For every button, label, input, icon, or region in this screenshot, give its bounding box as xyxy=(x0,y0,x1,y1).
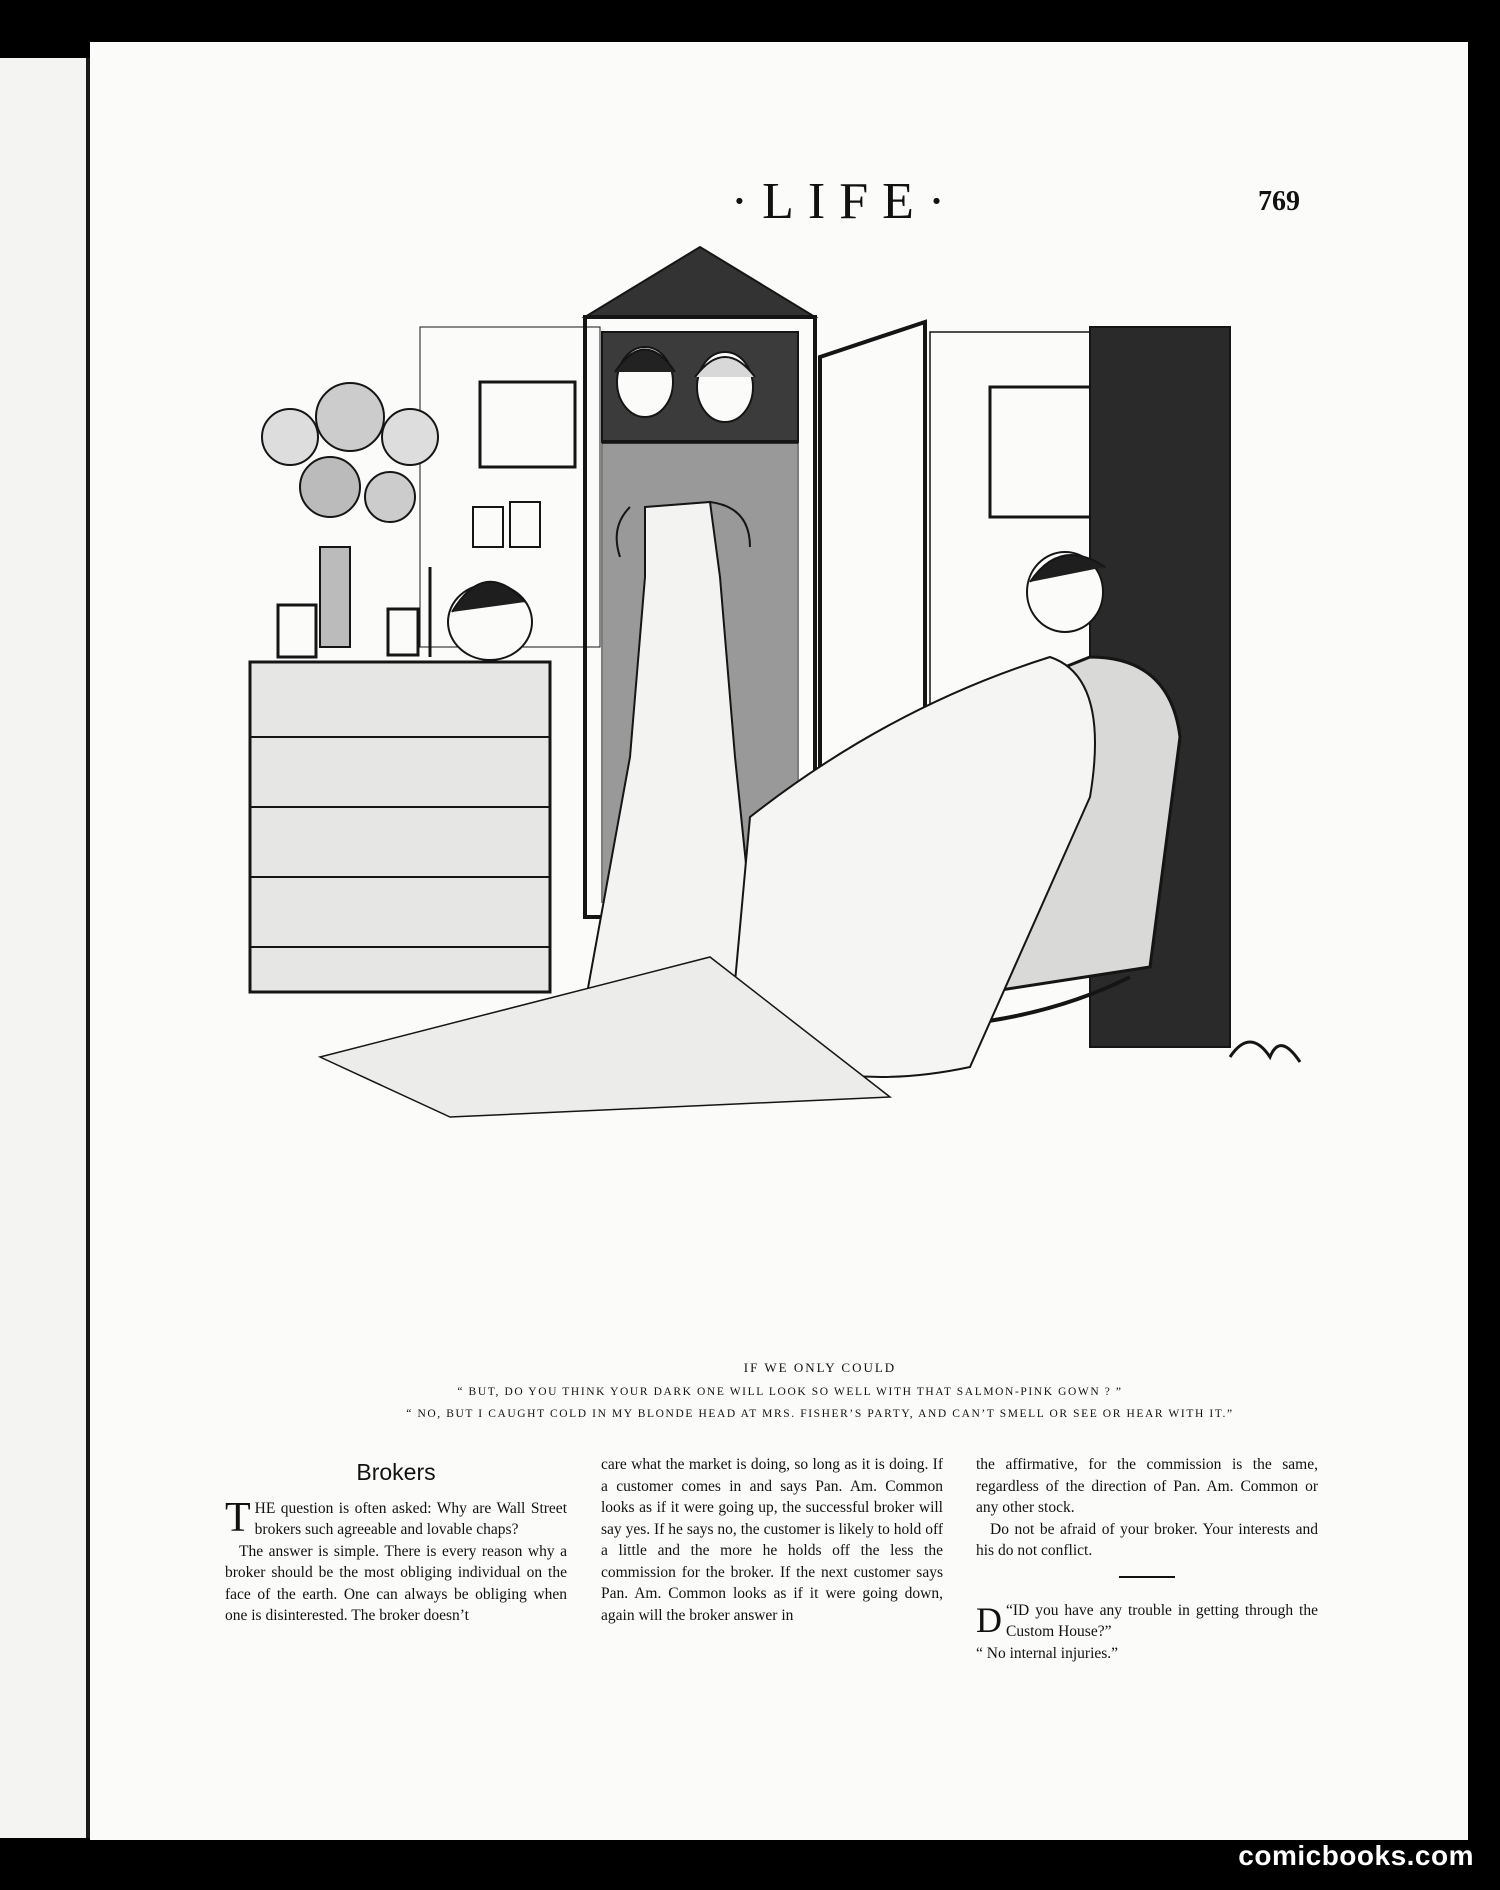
article-paragraph-1-text: HE question is often asked: Why are Wall Street brokers such agreeable and lovable chaps? xyxy=(254,1499,567,1538)
cartoon-illustration xyxy=(190,237,1460,1337)
article-dropcap: T xyxy=(225,1494,251,1541)
article-column-2 xyxy=(601,1454,943,1626)
article-column-3 xyxy=(976,1454,1318,1664)
wall-window xyxy=(990,387,1100,517)
left-page-edge xyxy=(0,58,86,1838)
article-paragraph-4: the affirmative, for the commission is the same, regardless of the direction of Pan. Am. Common or any other stock. xyxy=(976,1456,1318,1516)
cartoon-caption-line-2: “ NO, BUT I CAUGHT COLD IN MY BLONDE HEAD AT MRS. FISHER’S PARTY, AND CAN’T SMELL OR SEE OR HEAR WITH IT.” xyxy=(406,1408,1234,1420)
joke-open-quote: “ xyxy=(1006,1601,1013,1619)
joke-line-1-text: ID you have any trouble in getting through the Custom House?” xyxy=(1006,1601,1318,1640)
framed-picture xyxy=(480,382,575,467)
cartoon-caption-line-1: “ BUT, DO YOU THINK YOUR DARK ONE WILL LOOK SO WELL WITH THAT SALMON-PINK GOWN ? ” xyxy=(457,1386,1123,1398)
masthead: ·LIFE· xyxy=(730,173,960,230)
article-paragraph-5: Do not be afraid of your broker. Your interests and his do not conflict. xyxy=(976,1520,1318,1559)
vase xyxy=(320,547,350,647)
cartoon-title: IF WE ONLY COULD xyxy=(743,1360,897,1375)
section-divider xyxy=(1119,1576,1175,1578)
joke-dropcap: D xyxy=(976,1599,1002,1640)
wardrobe-pediment xyxy=(585,247,815,317)
watermark: comicbooks.com xyxy=(1238,1840,1474,1871)
article-title: Brokers xyxy=(356,1459,436,1485)
joke-line-1 xyxy=(976,1600,1318,1643)
article-paragraph-2: The answer is simple. There is every reason why a broker should be the most obliging individual on the face of the earth. One can always be obliging when one is disinterested. The broker doesn’t xyxy=(225,1542,567,1624)
illustration-drawing xyxy=(190,237,1460,1337)
dresser xyxy=(250,662,550,992)
page-number: 769 xyxy=(1258,186,1300,217)
article-paragraph-1 xyxy=(225,1494,567,1541)
article-paragraph-3: care what the market is doing, so long as it is doing. If a customer comes in and says Pan. Am. Common looks as if it were going up, the successful broker will say yes. If he says no, the customer is likely to hold off a little and the more he holds off the less the commission for the broker. If the next customer says Pan. Am. Common looks as if it were going down, again will the broker answer in xyxy=(601,1456,943,1624)
article-column-1 xyxy=(225,1452,567,1627)
magazine-page xyxy=(90,42,1468,1840)
joke-line-2: “ No internal injuries.” xyxy=(976,1644,1119,1662)
artist-signature xyxy=(1230,1042,1300,1062)
